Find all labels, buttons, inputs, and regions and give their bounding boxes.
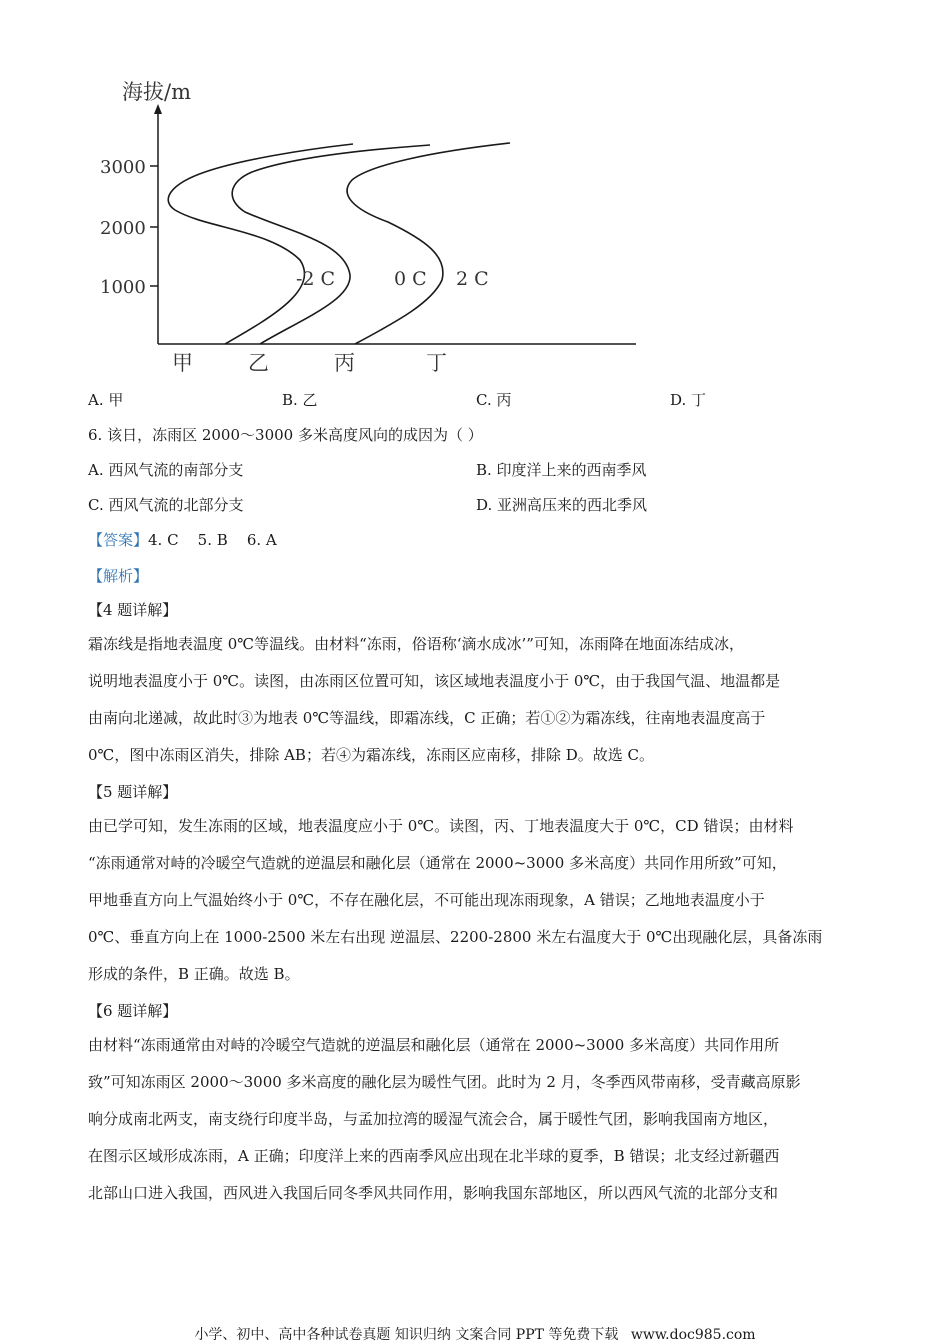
answer-text: 4. C 5. B 6. A (148, 531, 277, 549)
y-tick-label-3000: 3000 (100, 157, 146, 178)
q5-option-a: A. 甲 (88, 391, 124, 409)
y-tick-label-1000: 1000 (100, 277, 146, 298)
answer-line (88, 530, 277, 550)
answer-label: 【答案】 (88, 531, 149, 549)
section-6-line: 在图示区域形成冻雨，A 正确；印度洋上来的西南季风应出现在北半球的夏季，B 错误；北支经过新疆西 (88, 1147, 780, 1165)
section-6-line: 由材料“冻雨通常由对峙的冷暖空气造就的逆温层和融化层（通常在 2000~3000 多米高度）共同作用所 (88, 1036, 780, 1054)
x-label-jia: 甲 (172, 351, 193, 375)
y-tick-label-2000: 2000 (100, 218, 146, 239)
section-6-heading: 【6 题详解】 (88, 1002, 178, 1020)
section-5-line: 0℃、垂直方向上在 1000-2500 米左右出现 逆温层、2200-2800 米左右温度大于 0℃出现融化层，具备冻雨 (88, 928, 823, 946)
q6-option-c: C. 西风气流的北部分支 (88, 496, 244, 514)
x-label-ding: 丁 (426, 351, 447, 375)
footer-text: 小学、初中、高中各种试卷真题 知识归纳 文案合同 PPT 等免费下载 (194, 1327, 619, 1343)
x-label-yi: 乙 (248, 351, 269, 375)
y-axis-arrow (154, 104, 162, 114)
section-5-body (88, 808, 868, 993)
q5-option-d: D. 丁 (670, 391, 707, 409)
section-5-heading: 【5 题详解】 (88, 783, 178, 801)
section-5-line: 形成的条件，B 正确。故选 B。 (88, 965, 300, 983)
isotherm-minus-2c (168, 144, 353, 344)
section-4-line: 霜冻线是指地表温度 0℃等温线。由材料“冻雨，俗语称‘滴水成冰’”可知，冻雨降在地面冻结成冰， (88, 635, 744, 653)
section-6-body (88, 1027, 868, 1212)
section-5-line: 由已学可知，发生冻雨的区域，地表温度应小于 0℃。读图，丙、丁地表温度大于 0℃，CD 错误；由材料 (88, 817, 794, 835)
section-6-line: 致”可知冻雨区 2000～3000 多米高度的融化层为暖性气团。此时为 2 月，冬季西风带南移，受青藏高原影 (88, 1073, 801, 1091)
curve-label-minus-2c: -2 C (296, 268, 336, 290)
isotherm-diagram (0, 0, 950, 390)
y-axis-title: 海拔/m (122, 80, 191, 104)
analysis-label: 【解析】 (88, 567, 149, 585)
q6-option-b: B. 印度洋上来的西南季风 (476, 461, 647, 479)
q6-stem: 6. 该日，冻雨区 2000～3000 多米高度风向的成因为（ ） (88, 426, 483, 444)
q6-option-a: A. 西风气流的南部分支 (88, 461, 244, 479)
section-4-body (88, 626, 868, 774)
section-4-line: 0℃，图中冻雨区消失，排除 AB；若④为霜冻线，冻雨区应南移，排除 D。故选 C。 (88, 746, 654, 764)
section-4-line: 由南向北递减，故此时③为地表 0℃等温线，即霜冻线，C 正确；若①②为霜冻线，往南地表温度高于 (88, 709, 766, 727)
section-5-line: “冻雨通常对峙的冷暖空气造就的逆温层和融化层（通常在 2000~3000 多米高度）共同作用所致”可知， (88, 854, 787, 872)
q6-option-d: D. 亚洲高压来的西北季风 (476, 496, 648, 514)
x-label-bing: 丙 (334, 351, 355, 375)
curve-label-0c: 0 C (394, 268, 427, 290)
section-4-heading: 【4 题详解】 (88, 601, 178, 619)
q5-option-b: B. 乙 (282, 391, 318, 409)
section-4-line: 说明地表温度小于 0℃。读图，由冻雨区位置可知，该区域地表温度小于 0℃，由于我国气温、地温都是 (88, 672, 781, 690)
isotherm-0c (232, 145, 430, 344)
page-footer (0, 1324, 950, 1344)
curve-label-2c: 2 C (456, 268, 489, 290)
section-5-line: 甲地垂直方向上气温始终小于 0℃，不存在融化层，不可能出现冻雨现象，A 错误；乙地地表温度小于 (88, 891, 765, 909)
isotherm-2c (347, 143, 510, 344)
q5-option-c: C. 丙 (476, 391, 512, 409)
section-6-line: 响分成南北两支，南支绕行印度半岛，与孟加拉湾的暖湿气流会合，属于暖性气团，影响我国南方地区， (88, 1110, 779, 1128)
section-6-line: 北部山口进入我国，西风进入我国后同冬季风共同作用，影响我国东部地区，所以西风气流的北部分支和 (88, 1184, 779, 1202)
footer-link[interactable]: www.doc985.com (630, 1327, 756, 1343)
